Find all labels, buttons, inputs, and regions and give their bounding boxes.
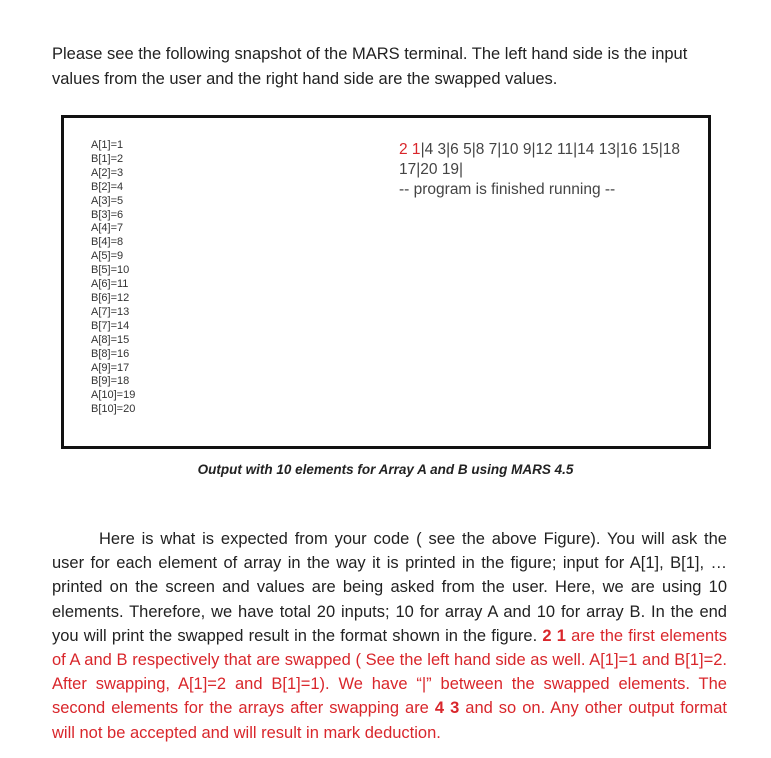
terminal-input-line: B[3]=6 <box>91 208 124 221</box>
terminal-input-line: A[8]=15 <box>91 333 130 346</box>
red-bold-second-pair: 4 3 <box>434 699 460 718</box>
terminal-input-line: A[4]=7 <box>91 222 124 235</box>
terminal-input-line: A[6]=11 <box>91 278 129 291</box>
terminal-input-line: A[3]=5 <box>91 194 124 207</box>
red-bold-first-pair: 2 1 <box>542 626 566 645</box>
terminal-input-line: A[9]=17 <box>91 361 130 374</box>
mars-terminal-snapshot <box>61 115 711 449</box>
program-finished-line: -- program is finished running -- <box>399 181 616 198</box>
terminal-input-line: B[5]=10 <box>91 264 130 277</box>
swapped-values-line <box>399 140 709 180</box>
terminal-input-line: B[10]=20 <box>91 403 136 416</box>
terminal-input-line: A[2]=3 <box>91 166 124 179</box>
terminal-input-line: B[6]=12 <box>91 291 130 304</box>
terminal-input-line: A[1]=1 <box>91 139 124 151</box>
instructions-paragraph <box>52 527 727 745</box>
figure-caption: Output with 10 elements for Array A and B using MARS 4.5 <box>197 462 574 477</box>
terminal-input-line: A[7]=13 <box>91 305 130 318</box>
output-highlight: 2 1 <box>399 141 421 158</box>
terminal-input-list <box>91 139 135 417</box>
terminal-input-line: A[10]=19 <box>91 389 136 402</box>
terminal-input-line: B[1]=2 <box>91 152 124 165</box>
output-rest: |4 3|6 5|8 7|10 9|12 11|14 13|16 15|18 17|20 19| <box>399 141 681 178</box>
red-text-second: and so on. Any other output format will not be accepted and will result in mark deduction. <box>52 699 727 742</box>
terminal-input-line: B[7]=14 <box>91 319 130 332</box>
terminal-output <box>399 140 709 200</box>
terminal-input-line: B[8]=16 <box>91 347 130 360</box>
terminal-input-line: B[4]=8 <box>91 236 124 249</box>
red-text-first: are the first elements of A and B respectively that are swapped ( See the left hand side as well. A[1]=1 and B[1]=2. After swapping, A[1]=2 and B[1]=1). We have “|” between the swapped elements. The second elements for the arrays after swapping are <box>52 626 728 718</box>
instructions-black-text: Here is what is expected from your code ( see the above Figure). You will ask the user for each element of array in the way it is printed in the figure; input for A[1], B[1], … printed on the screen and values are being asked from the user. Here, we are using 10 elements. Therefore, we have total 20 inputs; 10 for array A and 10 for array B. In the end you will print the swapped result in the format shown in the figure. <box>52 530 727 645</box>
terminal-input-line: B[2]=4 <box>91 180 124 193</box>
terminal-input-line: B[9]=18 <box>91 375 130 388</box>
terminal-input-line: A[5]=9 <box>91 250 124 263</box>
intro-paragraph: Please see the following snapshot of the MARS terminal. The left hand side is the input values from the user and the right hand side are the swapped values. <box>52 45 688 88</box>
